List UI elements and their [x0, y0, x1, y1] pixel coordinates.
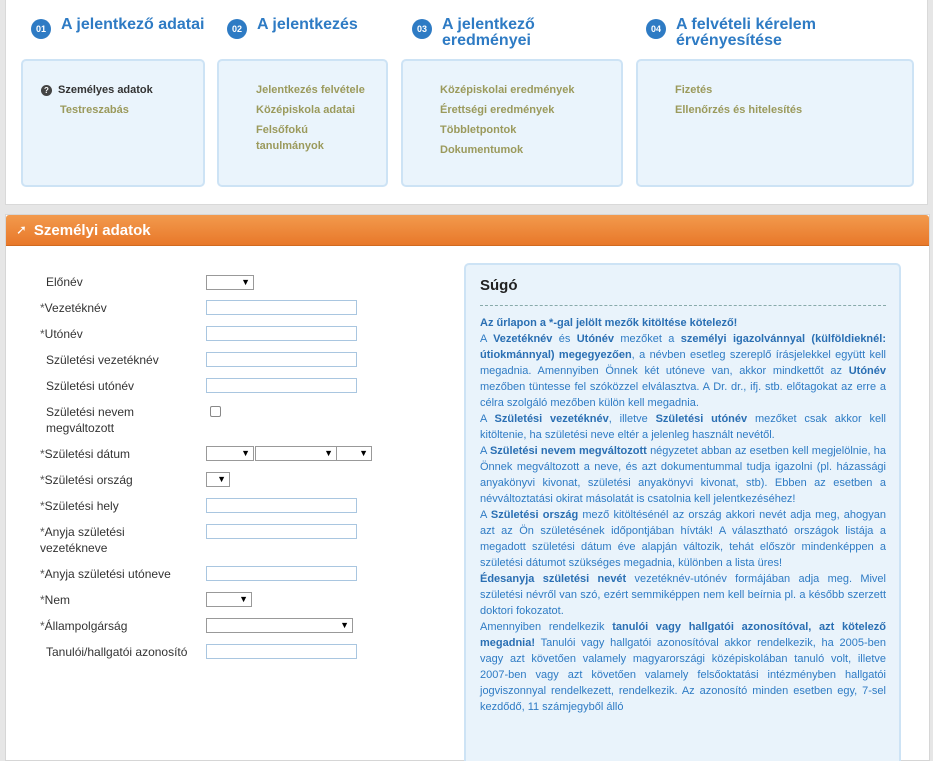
chevron-down-icon: ▼ [324, 448, 333, 458]
prefix-label: Előnév [46, 275, 83, 289]
step-number-badge: 02 [227, 19, 247, 39]
step-link-application[interactable]: Jelentkezés felvétele [256, 84, 365, 96]
first-name-label: *Utónév [40, 327, 83, 341]
step-link-customize[interactable]: Testreszabás [60, 104, 129, 116]
step-number-badge: 04 [646, 19, 666, 39]
birth-date-label: *Születési dátum [40, 447, 131, 461]
mother-last-name-input[interactable] [206, 524, 357, 539]
step-3-links-box [401, 59, 623, 187]
chevron-down-icon: ▼ [359, 448, 368, 458]
step-4-links-box [636, 59, 914, 187]
step-title: A jelentkező eredményei [442, 16, 535, 49]
chevron-down-icon: ▼ [241, 277, 250, 287]
birth-country-select[interactable] [206, 472, 230, 487]
citizenship-label: *Állampolgárság [40, 619, 128, 633]
last-name-input[interactable] [206, 300, 357, 315]
chevron-down-icon: ▼ [241, 448, 250, 458]
step-2-links-box [217, 59, 388, 187]
section-title: Személyi adatok [33, 221, 151, 239]
student-id-label: Tanulói/hallgatói azonosító [46, 645, 188, 659]
birth-last-name-label: Születési vezetéknév [46, 353, 159, 367]
birth-place-input[interactable] [206, 498, 357, 513]
step-number-badge: 03 [412, 19, 432, 39]
last-name-label: *Vezetéknév [40, 301, 107, 315]
help-divider [480, 305, 886, 306]
step-link-verification[interactable]: Ellenőrzés és hitelesítés [675, 104, 803, 116]
step-link-personal-data[interactable]: ? Személyes adatok [41, 82, 153, 98]
birth-first-name-label: Születési utónév [46, 379, 135, 393]
step-link-extra-points[interactable]: Többletpontok [440, 124, 517, 136]
personal-data-section [5, 214, 930, 761]
progress-steps-panel [5, 0, 928, 205]
step-link-matura-results[interactable]: Érettségi eredmények [440, 104, 555, 116]
arrow-icon: ➚ [16, 222, 27, 237]
birth-first-name-input[interactable] [206, 378, 357, 393]
section-header [6, 215, 929, 246]
step-link-documents[interactable]: Dokumentumok [440, 144, 524, 156]
step-link-school-results[interactable]: Középiskolai eredmények [440, 84, 575, 96]
citizenship-select[interactable] [206, 618, 353, 633]
prefix-select[interactable] [206, 275, 254, 290]
help-title: Súgó [480, 277, 518, 294]
birth-day-select[interactable] [336, 446, 372, 461]
gender-select[interactable] [206, 592, 252, 607]
help-box [464, 263, 901, 761]
step-1-links-box [21, 59, 205, 187]
name-changed-checkbox[interactable] [210, 406, 221, 417]
chevron-down-icon: ▼ [340, 620, 349, 630]
question-icon: ? [41, 85, 52, 96]
step-title: A jelentkező adatai [61, 16, 205, 33]
mother-first-name-label: *Anyja születési utóneve [40, 567, 171, 581]
birth-country-label: *Születési ország [40, 473, 133, 487]
student-id-input[interactable] [206, 644, 357, 659]
birth-year-select[interactable] [206, 446, 254, 461]
gender-label: *Nem [40, 593, 71, 607]
mother-first-name-input[interactable] [206, 566, 357, 581]
help-text: Az űrlapon a *-gal jelölt mezők kitöltése kötelező! A Vezetéknév és Utónév mezőket a személyi igazolvánnyal (külföldieknél: útiokmánnyal) megegyezően, a névben esetleg szereplő írásjelekkel együtt kell megadnia. Amennyiben Önnek két utóneve van, akkor mindkettőt az Utónév mezőben tüntesse fel szóközzel elválasztva. A Dr. dr., ifj. stb. előtagokat az erre a célra szolgáló mezőben külön kell megadnia. A Születési vezetéknév, illetve Születési utónév mezőket csak akkor kell kitöltenie, ha születési neve eltér a jelenleg használt nevétől. A Születési nevem megváltozott négyzetet abban az esetben kell megjelölnie, ha Önnek megváltozott a neve, és azt dokumentummal tudja igazolni (pl. házassági anyakönyvi kivonat, születési anyakönyvi kivonat, stb). Ebben az esetben a névváltoztatási okirat másolatát is csatolnia kell jelentkezéséhez! A Születési ország mező kitöltésénél az ország akkori nevét adja meg, ahogyan azt az Ön születésének időpontjában hívták! A választható országok listája a megadott születési dátum éve alapján változik, tehát először mindenképpen a születési dátumot szükséges megadnia, különben a lista üres! Édesanyja születési nevét vezetéknév-utónév formájában adja meg. Mivel születési névről van szó, ezért semmiképpen nem kell beírnia pl. a később szerzett doktori fokozatot. Amennyiben rendelkezik tanulói vagy hallgatói azonosítóval, azt kötelező megadnia! Tanulói vagy hallgatói azonosítóval akkor rendelkezik, ha 2005-ben vagy azt követően valamely magyarországi középiskolában tanuló volt, illetve 2007-ben vagy azt követően valamely felsőoktatási intézményben hallgatói jogviszonnyal rendelkezett, rendelkezik. Az azonosító minden esetben egy, 7-sel kezdődő, 11 számjegyből álló [480, 317, 886, 713]
step-link-payment[interactable]: Fizetés [675, 84, 713, 96]
chevron-down-icon: ▼ [217, 474, 226, 484]
step-title: A felvételi kérelem érvényesítése [676, 16, 816, 49]
step-link-secondary-school[interactable]: Középiskola adatai [256, 104, 356, 116]
mother-last-name-label: *Anyja születési vezetékneve [40, 525, 125, 555]
step-number-badge: 01 [31, 19, 51, 39]
first-name-input[interactable] [206, 326, 357, 341]
step-title: A jelentkezés [257, 16, 358, 33]
birth-month-select[interactable] [255, 446, 337, 461]
birth-place-label: *Születési hely [40, 499, 119, 513]
chevron-down-icon: ▼ [239, 594, 248, 604]
birth-last-name-input[interactable] [206, 352, 357, 367]
name-changed-label: Születési nevem megváltozott [46, 405, 135, 435]
step-link-higher-education[interactable]: Felsőfokú tanulmányok [256, 124, 324, 152]
